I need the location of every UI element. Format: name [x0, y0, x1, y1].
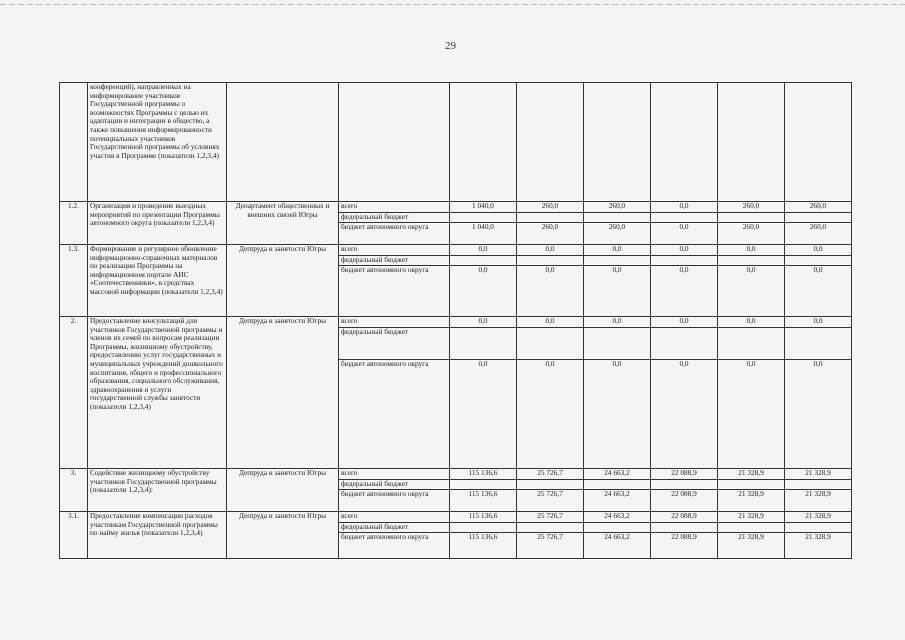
value-item: 21 328,9: [805, 511, 831, 520]
value-item: 25 726,7: [517, 532, 583, 558]
row-number: [60, 83, 88, 202]
value-item: [450, 212, 516, 222]
value-item: 260,0: [608, 201, 626, 210]
value-item: [517, 522, 583, 532]
value-cell: [651, 469, 718, 512]
value-cell: [450, 245, 517, 317]
value-item: 0,0: [651, 359, 717, 468]
value-cell: [785, 317, 852, 469]
funding-source-item: бюджет автономного округа: [339, 532, 449, 558]
funding-source-item: федеральный бюджет: [339, 212, 449, 222]
value-item: 22 088,9: [651, 532, 717, 558]
funding-source-item: бюджет автономного округа: [339, 489, 449, 511]
value-item: [450, 255, 516, 265]
value-cell: [584, 512, 651, 559]
value-cell: [517, 245, 584, 317]
page-number: 29: [445, 40, 456, 52]
value-cell: [450, 83, 517, 202]
value-item: 24 663,2: [584, 532, 650, 558]
value-item: 0,0: [679, 244, 689, 253]
value-item: [785, 522, 851, 532]
value-item: 260,0: [517, 222, 583, 244]
value-item: 21 328,9: [805, 468, 831, 477]
value-item: 24 663,2: [604, 511, 630, 520]
table-row: [60, 245, 852, 317]
value-item: [517, 255, 583, 265]
value-item: [651, 522, 717, 532]
value-cell: [718, 202, 785, 245]
table-row: [60, 512, 852, 559]
value-cell: [785, 512, 852, 559]
value-cell: [584, 317, 651, 469]
value-cell: [718, 512, 785, 559]
value-item: 0,0: [813, 244, 823, 253]
activity-name: Предоставление консультаций для участников Государственной программы и членов их семей по вопросам реализации Программы, жилищному обустройству, предоставлению услуг государственных и муниципальных учреждений дошкольного воспитания, общего и профессионального образования, социального обслуживания, здравоохранения и услуги государственной службы занятости (показатели 1,2,3,4): [88, 317, 227, 469]
funding-source-item: всего: [341, 468, 358, 477]
executor: Депtруда и занятости Югры: [227, 245, 339, 317]
value-item: [785, 479, 851, 489]
table-row: [60, 83, 852, 202]
value-item: [718, 255, 784, 265]
value-item: [785, 255, 851, 265]
value-item: 0,0: [679, 316, 689, 325]
value-cell: [450, 469, 517, 512]
value-cell: [584, 469, 651, 512]
row-number: 3.: [60, 469, 88, 512]
value-cell: [785, 245, 852, 317]
value-item: 0,0: [679, 201, 689, 210]
table-row: [60, 469, 852, 512]
value-cell: [651, 512, 718, 559]
value-cell: [517, 202, 584, 245]
value-item: [785, 327, 851, 359]
value-cell: [785, 202, 852, 245]
value-cell: [517, 512, 584, 559]
funding-source: [339, 317, 450, 469]
funding-source-item: федеральный бюджет: [339, 479, 449, 489]
value-cell: [785, 469, 852, 512]
funding-source-item: федеральный бюджет: [339, 522, 449, 532]
value-item: 260,0: [742, 201, 760, 210]
value-item: [718, 522, 784, 532]
value-item: 0,0: [813, 316, 823, 325]
value-cell: [651, 317, 718, 469]
value-item: 115 136,6: [468, 511, 498, 520]
funding-source-item: бюджет автономного округа: [339, 359, 449, 468]
value-item: 0,0: [718, 265, 784, 316]
funding-source-item: всего: [341, 244, 358, 253]
value-item: [651, 327, 717, 359]
value-item: 0,0: [612, 244, 622, 253]
value-item: 115 136,6: [450, 532, 516, 558]
value-item: 260,0: [718, 222, 784, 244]
value-item: [517, 327, 583, 359]
executor: [227, 83, 339, 202]
value-cell: [651, 245, 718, 317]
value-item: 21 328,9: [738, 511, 764, 520]
value-item: 260,0: [584, 222, 650, 244]
activity-name: Содействие жилищному обустройству участников Государственной программы (показатели 1,2,3,4):: [88, 469, 227, 512]
value-cell: [718, 83, 785, 202]
value-item: 0,0: [785, 265, 851, 316]
value-item: [450, 522, 516, 532]
value-item: 1 040,0: [450, 222, 516, 244]
activity-name: Предоставление компенсации расходов участникам Государственной программы по найму жилья (показатели 1,2,3,4): [88, 512, 227, 559]
value-item: 25 726,7: [537, 468, 563, 477]
value-item: 21 328,9: [738, 468, 764, 477]
funding-source: [339, 83, 450, 202]
value-item: [785, 212, 851, 222]
activity-name: Организация и проведение выездных мероприятий по презентации Программы автономного округа (показатели 1,2,3,4): [88, 202, 227, 245]
activity-name: Формирование и регулярное обновление информационно-справочных материалов по реализации Программы на информационном портале АИС «Соотечественники», в средствах массовой информации (показатели 1,2,3,4): [88, 245, 227, 317]
value-item: [651, 255, 717, 265]
value-cell: [450, 317, 517, 469]
value-item: 0,0: [785, 359, 851, 468]
funding-source-item: федеральный бюджет: [339, 327, 449, 359]
value-item: [517, 479, 583, 489]
value-item: 21 328,9: [718, 532, 784, 558]
value-item: 25 726,7: [537, 511, 563, 520]
value-item: 22 088,9: [671, 511, 697, 520]
value-item: [584, 327, 650, 359]
row-number: 1.2.: [60, 202, 88, 245]
value-item: [584, 479, 650, 489]
value-cell: [584, 83, 651, 202]
row-number: 1.3.: [60, 245, 88, 317]
value-item: 24 663,2: [584, 489, 650, 511]
value-item: 24 663,2: [604, 468, 630, 477]
value-item: 260,0: [541, 201, 559, 210]
value-cell: [651, 83, 718, 202]
value-cell: [718, 245, 785, 317]
value-item: [450, 479, 516, 489]
value-item: [450, 327, 516, 359]
funding-source-item: федеральный бюджет: [339, 255, 449, 265]
executor: Депtруда и занятости Югры: [227, 317, 339, 469]
value-cell: [450, 512, 517, 559]
value-item: 0,0: [584, 359, 650, 468]
value-item: 0,0: [746, 244, 756, 253]
value-item: 21 328,9: [785, 532, 851, 558]
funding-source-item: всего: [341, 316, 358, 325]
value-cell: [584, 245, 651, 317]
value-cell: [584, 202, 651, 245]
value-cell: [450, 202, 517, 245]
value-item: 0,0: [584, 265, 650, 316]
value-item: 0,0: [651, 222, 717, 244]
funding-source: [339, 202, 450, 245]
value-item: 0,0: [545, 316, 555, 325]
value-item: 260,0: [809, 201, 827, 210]
value-cell: [517, 317, 584, 469]
value-item: 25 726,7: [517, 489, 583, 511]
value-item: 0,0: [478, 316, 488, 325]
value-item: 22 088,9: [651, 489, 717, 511]
value-item: [517, 212, 583, 222]
value-item: 0,0: [478, 244, 488, 253]
activity-name: конференций), направленных на информирование участников Государственной программы о возможностях Программы с целью их адаптации и интеграции в общество, а также повышения информированности потенциальных участников Государственной программы об условиях участия в Программе (показатели 1,2,3,4): [88, 83, 227, 202]
value-cell: [718, 469, 785, 512]
funding-source-item: всего: [341, 201, 358, 210]
value-cell: [651, 202, 718, 245]
value-item: [584, 522, 650, 532]
value-item: [651, 212, 717, 222]
value-cell: [517, 83, 584, 202]
value-item: 0,0: [517, 265, 583, 316]
funding-source-item: всего: [341, 511, 358, 520]
value-item: 22 088,9: [671, 468, 697, 477]
value-cell: [785, 83, 852, 202]
value-item: 260,0: [785, 222, 851, 244]
scan-top-border: [0, 4, 905, 5]
program-table: [59, 82, 852, 559]
funding-source: [339, 512, 450, 559]
value-item: [651, 479, 717, 489]
executor: Депtруда и занятости Югры: [227, 512, 339, 559]
value-item: 21 328,9: [718, 489, 784, 511]
value-item: [584, 212, 650, 222]
row-number: 3.1.: [60, 512, 88, 559]
value-item: 0,0: [718, 359, 784, 468]
funding-source: [339, 245, 450, 317]
value-item: 0,0: [450, 265, 516, 316]
value-item: 115 136,6: [450, 489, 516, 511]
table-row: [60, 317, 852, 469]
table-row: [60, 202, 852, 245]
value-item: 0,0: [545, 244, 555, 253]
value-item: [718, 327, 784, 359]
value-item: 0,0: [612, 316, 622, 325]
value-cell: [718, 317, 785, 469]
value-item: [584, 255, 650, 265]
value-item: 0,0: [746, 316, 756, 325]
funding-source-item: бюджет автономного округа: [339, 222, 449, 244]
value-item: [718, 212, 784, 222]
value-item: 1 040,0: [472, 201, 494, 210]
value-item: 0,0: [450, 359, 516, 468]
value-item: [718, 479, 784, 489]
value-item: 21 328,9: [785, 489, 851, 511]
value-item: 0,0: [517, 359, 583, 468]
executor: Депtруда и занятости Югры: [227, 469, 339, 512]
funding-source: [339, 469, 450, 512]
value-cell: [517, 469, 584, 512]
row-number: 2.: [60, 317, 88, 469]
value-item: 0,0: [651, 265, 717, 316]
value-item: 115 136,6: [468, 468, 498, 477]
executor: Департамент общественных и внешних связей Югры: [227, 202, 339, 245]
funding-source-item: бюджет автономного округа: [339, 265, 449, 316]
